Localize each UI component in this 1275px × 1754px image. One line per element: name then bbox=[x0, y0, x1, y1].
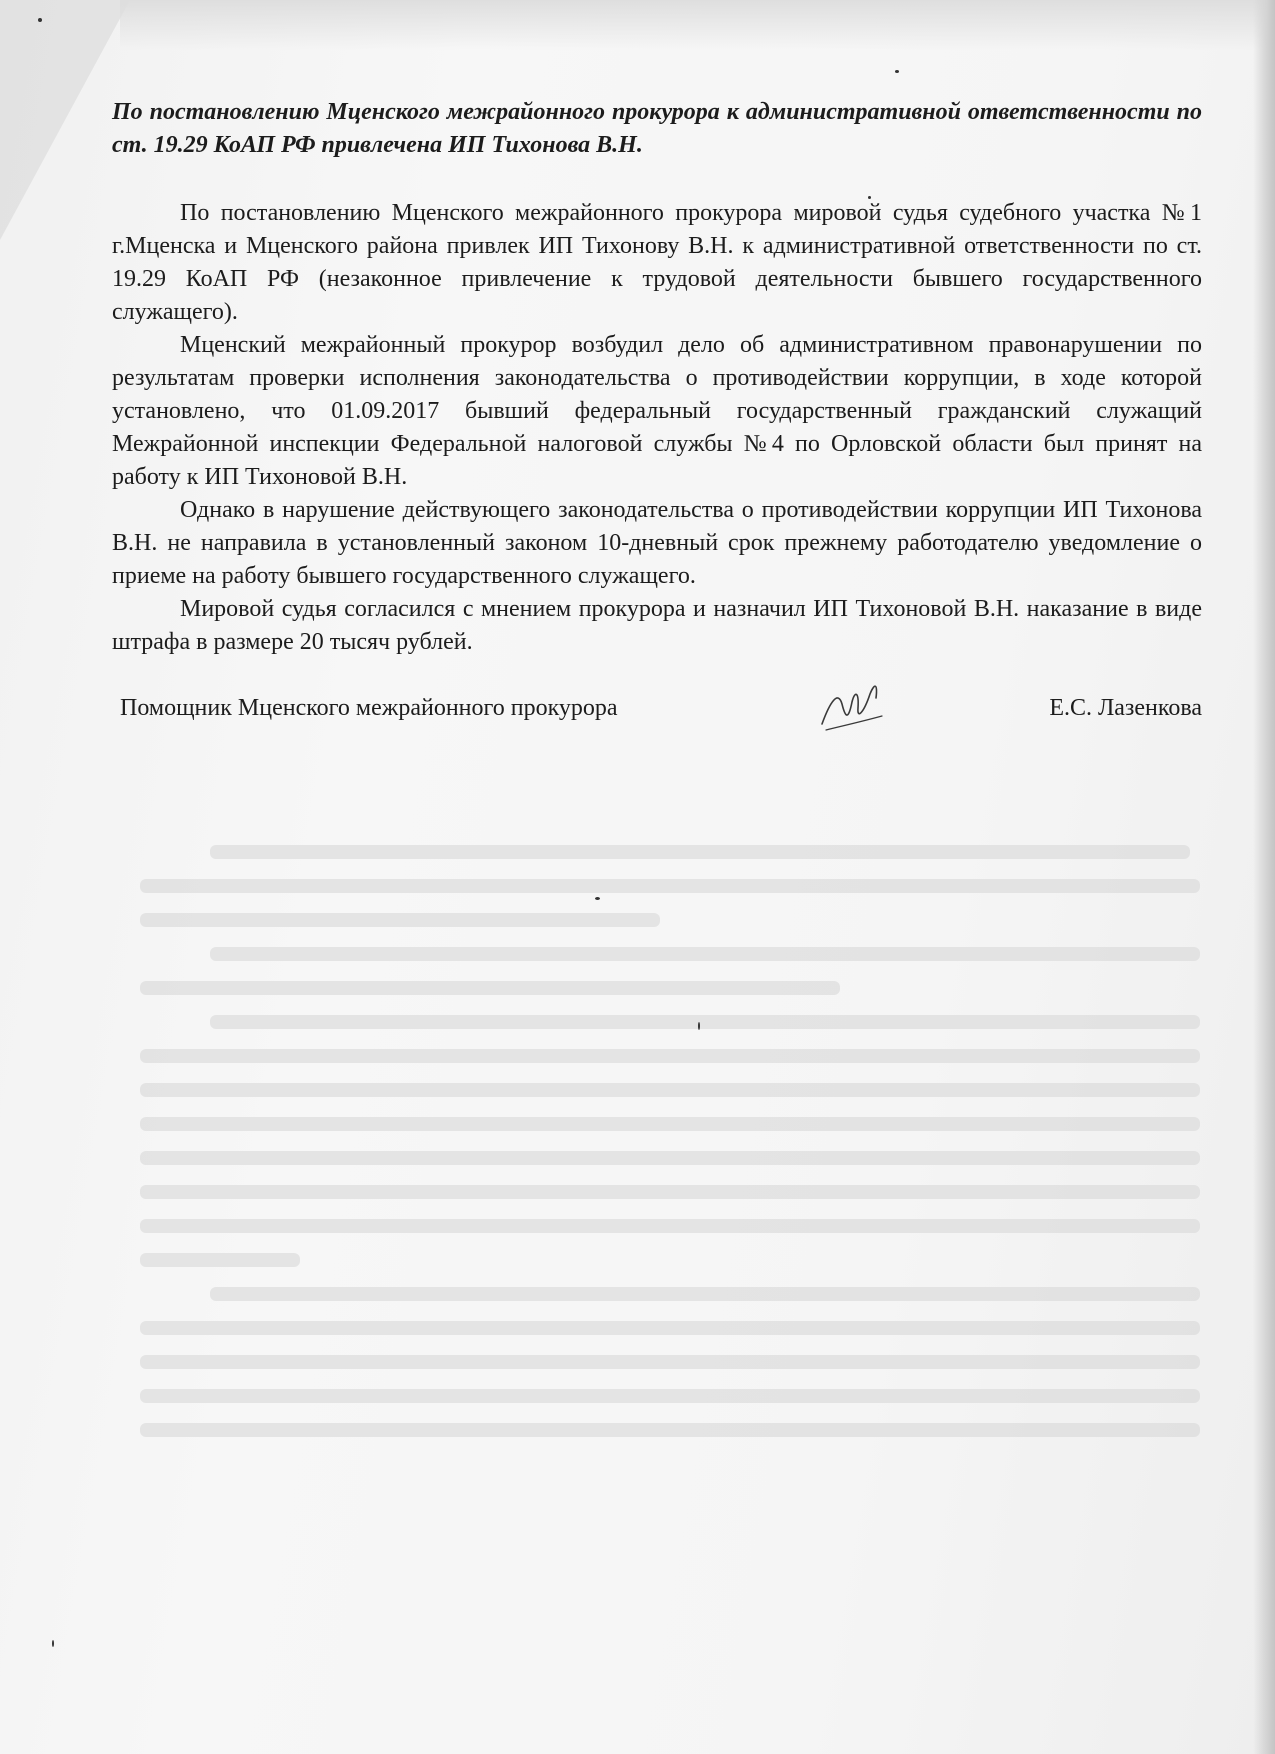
headline-text: По постановлению Мценского межрайонного прокурора к административной ответственности по ст. 19.29 КоАП РФ привлечена ИП Тихонова В.Н. bbox=[112, 99, 1202, 158]
show-through-lines bbox=[140, 835, 1230, 1455]
page-top-shadow bbox=[120, 0, 1275, 50]
document-body bbox=[112, 96, 1202, 742]
page-right-edge-shadow bbox=[1253, 0, 1275, 1754]
scan-speck bbox=[38, 18, 42, 22]
scan-speck bbox=[595, 897, 600, 900]
show-through-texture bbox=[140, 835, 1230, 1465]
signatory-name: Е.С. Лазенкова bbox=[1049, 695, 1202, 721]
paragraph-2: Мценский межрайонный прокурор возбудил дело об административном правонарушении по результатам проверки исполнения законодательства о противодействии коррупции, в ходе которой установлено, что 01.09.2017 бывший федеральный государственный гражданский служащий Межрайонной инспекции Федеральной налоговой службы №4 по Орловской области был принят на работу к ИП Тихоновой В.Н. bbox=[112, 332, 1202, 490]
page-fold-shadow bbox=[0, 0, 130, 240]
handwritten-signature bbox=[812, 672, 892, 742]
scan-speck bbox=[868, 196, 871, 199]
document-headline bbox=[112, 96, 1202, 162]
signature-block bbox=[112, 692, 1202, 742]
scan-speck bbox=[895, 70, 899, 73]
paragraph-3: Однако в нарушение действующего законодательства о противодействии коррупции ИП Тихонова В.Н. не направила в установленный законом 10-дневный срок прежнему работодателю уведомление о приеме на работу бывшего государственного служащего. bbox=[112, 497, 1202, 589]
signatory-position: Помощник Мценского межрайонного прокурора bbox=[120, 695, 618, 721]
scan-speck bbox=[52, 1640, 54, 1647]
paragraph-1: По постановлению Мценского межрайонного прокурора мировой судья судебного участка №1 г.Мценска и Мценского района привлек ИП Тихонову В.Н. к административной ответственности по ст. 19.29 КоАП РФ (незаконное привлечение к трудовой деятельности бывшего государственного служащего). bbox=[112, 200, 1202, 325]
scan-speck bbox=[698, 1022, 700, 1030]
paragraph-4: Мировой судья согласился с мнением прокурора и назначил ИП Тихоновой В.Н. наказание в виде штрафа в размере 20 тысяч рублей. bbox=[112, 596, 1202, 655]
